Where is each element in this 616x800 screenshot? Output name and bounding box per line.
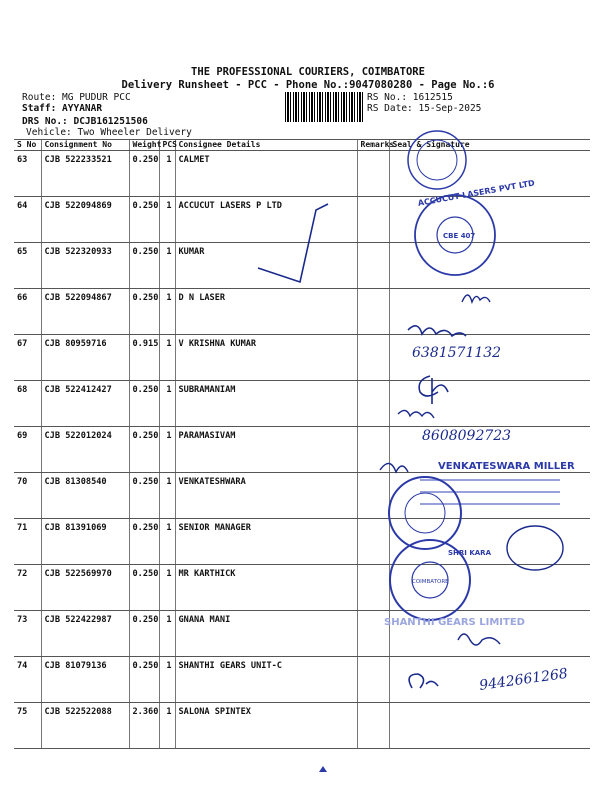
row-consignment: CJB 522412427 — [41, 381, 129, 427]
row-consignment: CJB 81391069 — [41, 519, 129, 565]
row-consignment: CJB 522012024 — [41, 427, 129, 473]
shanthi-stamp-text: SHANTHI GEARS LIMITED — [384, 617, 525, 628]
row-sno: 64 — [14, 197, 41, 243]
row-consignee: ACCUCUT LASERS P LTD — [175, 197, 357, 243]
row-sno: 73 — [14, 611, 41, 657]
row-pcs: 1 — [159, 381, 175, 427]
staff-label: Staff: AYYANAR — [22, 103, 103, 114]
row-consignment: CJB 522522088 — [41, 703, 129, 749]
row-sno: 68 — [14, 381, 41, 427]
row-pcs: 1 — [159, 519, 175, 565]
row-pcs: 1 — [159, 335, 175, 381]
row-weight: 0.250 — [129, 427, 159, 473]
row-weight: 0.250 — [129, 473, 159, 519]
row-pcs: 1 — [159, 657, 175, 703]
venkateswara-stamp-title: VENKATESWARA MILLER — [438, 461, 575, 472]
col-consignee: Consignee Details — [175, 140, 357, 151]
row-sno: 71 — [14, 519, 41, 565]
accucut-stamp-center: CBE 407 — [443, 232, 476, 240]
round-stamp-row71-inner — [405, 493, 445, 533]
row-consignment: CJB 522320933 — [41, 243, 129, 289]
row-pcs: 1 — [159, 151, 175, 197]
shri-kara-stamp-text: SHRI KARA — [448, 549, 491, 557]
oval-signature-row72 — [507, 526, 563, 570]
row-weight: 0.250 — [129, 289, 159, 335]
col-pcs: PCS — [159, 140, 175, 151]
handwritten-phone-row75: 9442661268 — [478, 665, 569, 694]
col-remarks: Remarks — [357, 140, 389, 151]
row-consignment: CJB 522094867 — [41, 289, 129, 335]
row-consignee: KUMAR — [175, 243, 357, 289]
row-pcs: 1 — [159, 243, 175, 289]
drs-number: DRS No.: DCJB161251506 — [22, 116, 148, 127]
row-weight: 0.915 — [129, 335, 159, 381]
small-mark-icon — [319, 766, 327, 772]
row-sno: 63 — [14, 151, 41, 197]
row-weight: 0.250 — [129, 151, 159, 197]
row-consignment: CJB 80959716 — [41, 335, 129, 381]
row-sno: 72 — [14, 565, 41, 611]
row-consignee: GNANA MANI — [175, 611, 357, 657]
col-seal: Seal & Signature — [389, 140, 590, 151]
row-consignee: D N LASER — [175, 289, 357, 335]
col-consignment: Consignment No — [41, 140, 129, 151]
row-consignee: CALMET — [175, 151, 357, 197]
row-consignment: CJB 81079136 — [41, 657, 129, 703]
row-consignee: SALONA SPINTEX — [175, 703, 357, 749]
row-weight: 0.250 — [129, 611, 159, 657]
rs-number: RS No.: 1612515 — [367, 92, 453, 103]
signature-row67 — [408, 326, 466, 336]
row-sno: 70 — [14, 473, 41, 519]
handwritten-phone-row67: 6381571132 — [412, 345, 502, 361]
row-consignee: SENIOR MANAGER — [175, 519, 357, 565]
vehicle-label: Vehicle: Two Wheeler Delivery — [26, 127, 192, 138]
row-sno: 69 — [14, 427, 41, 473]
signature-row68 — [419, 376, 448, 404]
row-pcs: 1 — [159, 703, 175, 749]
row-consignee: MR KARTHICK — [175, 565, 357, 611]
coimbatore-stamp-text: COIMBATORE — [412, 579, 449, 585]
row-consignment: CJB 522233521 — [41, 151, 129, 197]
row-consignee: SUBRAMANIAM — [175, 381, 357, 427]
row-consignee: VENKATESHWARA — [175, 473, 357, 519]
row-sno: 66 — [14, 289, 41, 335]
col-weight: Weight — [129, 140, 159, 151]
runsheet-subtitle: Delivery Runsheet - PCC - Phone No.:9047080280 - Page No.:6 — [121, 79, 495, 91]
row-sno: 67 — [14, 335, 41, 381]
handwritten-check-mark — [258, 204, 328, 282]
handwritten-phone-row69: 8608092723 — [422, 428, 512, 444]
rs-date: RS Date: 15-Sep-2025 — [367, 103, 482, 114]
row-weight: 0.250 — [129, 243, 159, 289]
signature-row74 — [458, 634, 500, 645]
row-pcs: 1 — [159, 565, 175, 611]
row-weight: 0.250 — [129, 565, 159, 611]
row-pcs: 1 — [159, 611, 175, 657]
row-weight: 0.250 — [129, 381, 159, 427]
row-pcs: 1 — [159, 427, 175, 473]
row-consignment: CJB 522422987 — [41, 611, 129, 657]
row-pcs: 1 — [159, 289, 175, 335]
row-sno: 74 — [14, 657, 41, 703]
row-sno: 65 — [14, 243, 41, 289]
row-consignee: V KRISHNA KUMAR — [175, 335, 357, 381]
signature-row66 — [462, 295, 490, 302]
signature-row75 — [409, 674, 438, 688]
row-consignment: CJB 522569970 — [41, 565, 129, 611]
round-stamp-row71 — [389, 477, 461, 549]
row-consignment: CJB 81308540 — [41, 473, 129, 519]
accucut-stamp-text: ACCUCUT LASERS PVT LTD — [417, 178, 536, 208]
signature-row70 — [380, 463, 408, 472]
row-sno: 75 — [14, 703, 41, 749]
row-weight: 2.360 — [129, 703, 159, 749]
company-title: THE PROFESSIONAL COURIERS, COIMBATORE — [191, 66, 425, 78]
row-consignee: PARAMASIVAM — [175, 427, 357, 473]
row-weight: 0.250 — [129, 657, 159, 703]
row-pcs: 1 — [159, 197, 175, 243]
row-weight: 0.250 — [129, 519, 159, 565]
col-sno: S No — [14, 140, 41, 151]
row-consignee: SHANTHI GEARS UNIT-C — [175, 657, 357, 703]
route-label: Route: MG PUDUR PCC — [22, 92, 131, 103]
row-pcs: 1 — [159, 473, 175, 519]
company-seal-inner-ring — [417, 140, 457, 180]
signature-row69 — [398, 410, 434, 418]
row-consignment: CJB 522094869 — [41, 197, 129, 243]
row-weight: 0.250 — [129, 197, 159, 243]
